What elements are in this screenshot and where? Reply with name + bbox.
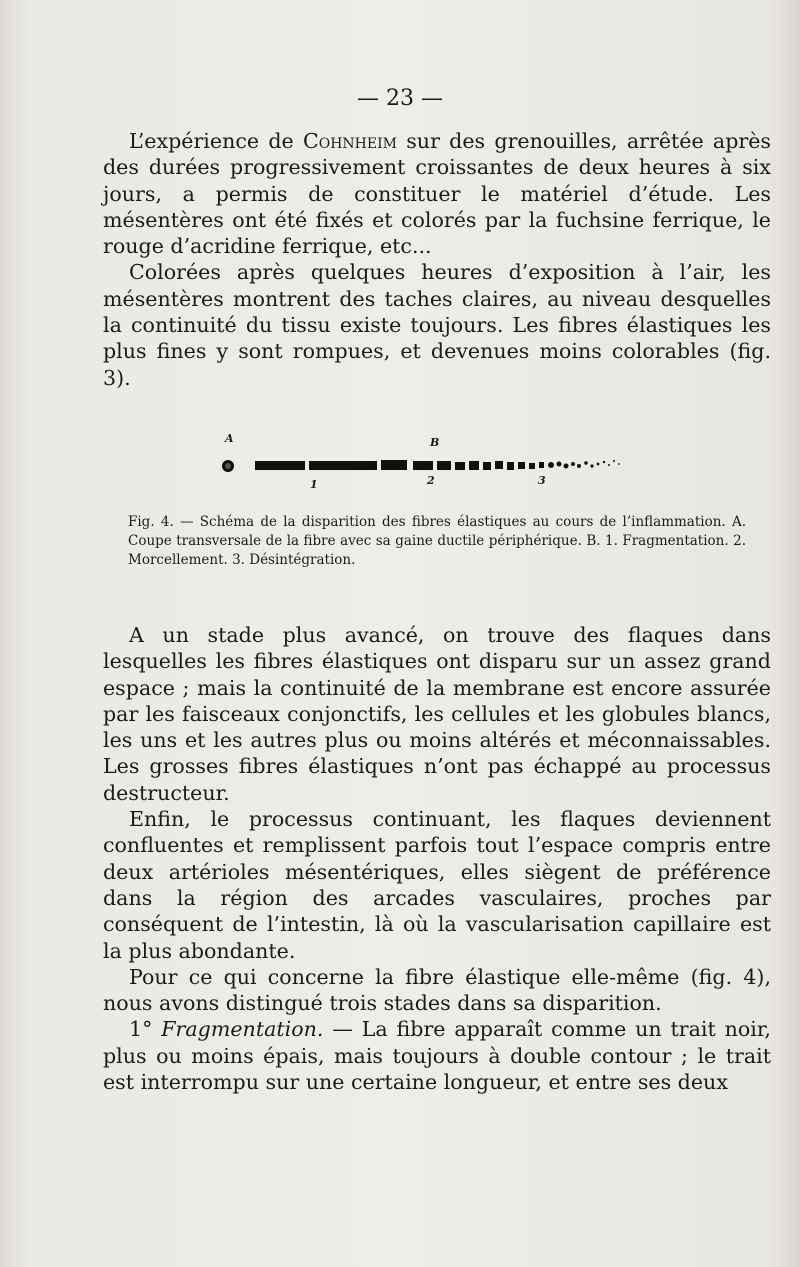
fiber-granule <box>590 464 593 467</box>
fiber-segment <box>437 461 451 470</box>
fiber-granule <box>557 462 562 467</box>
fiber-granule <box>603 461 605 463</box>
author-name: Cohnheim <box>302 129 397 153</box>
figure-caption <box>128 513 746 570</box>
fiber-fragment <box>539 462 544 468</box>
fiber-segment <box>255 461 305 470</box>
fiber-segment <box>309 461 377 470</box>
fiber-fragment <box>455 462 465 470</box>
paragraph-3: A un stade plus avancé, on trouve des flaques dans lesquelles les fibres élastiques ont disparu sur un assez grand espace ; mais la continuité de la membrane est encore assurée par les faisceaux conjonctifs, les cellules et les globules blancs, les uns et les autres plus ou moins altérés et méconnaissables. Les grosses fibres élastiques n’ont pas échappé au processus destructeur. <box>103 623 771 805</box>
fiber-fragment <box>529 463 535 469</box>
fiber-segment <box>413 461 433 470</box>
fiber-granule <box>584 461 588 465</box>
fiber-granule <box>613 460 615 462</box>
figure-label-3: 3 <box>538 474 546 487</box>
fiber-diagram <box>215 450 635 490</box>
fiber-fragment <box>495 461 503 469</box>
fiber-granule <box>608 464 610 466</box>
fiber-granule <box>564 464 569 469</box>
figure-label-a: A <box>225 432 234 445</box>
stage-title: Fragmentation. <box>161 1017 324 1042</box>
figure-label-b: B <box>430 436 440 449</box>
fiber-fragment <box>483 462 491 470</box>
paragraph-2: Colorées après quelques heures d’exposition à l’air, les mésentères montrent des taches claires, au niveau desquelles la continuité du tissu existe toujours. Les fibres élastiques les plus fines y sont rompues, et devenues moins colorables (fig. 3). <box>103 260 771 390</box>
text-block-bottom <box>103 622 771 1095</box>
page-number: — 23 — <box>357 86 443 111</box>
paragraph-6 <box>103 1016 771 1095</box>
paragraph-1 <box>103 128 771 259</box>
paragraph-4: Enfin, le processus continuant, les flaques deviennent confluentes et remplissent parfois tout l’espace compris entre deux artérioles mésentériques, elles siègent de préférence dans la région des arcades vasculaires, proches par conséquent de l’intestin, là où la vascularisation capillaire est la plus abondante. <box>103 807 771 963</box>
figure-4 <box>215 432 635 492</box>
stage-description: — La fibre apparaît comme un trait noir, plus ou moins épais, mais toujours à double contour ; le trait est interrompu sur une certaine longueur, et entre ses deux <box>103 1017 771 1095</box>
text-block-top <box>103 128 771 391</box>
paragraph-1-rest: sur des grenouilles, arrêtée après des durées progressivement croissantes de deux heures à six jours, a permis de constituer le matériel d’étude. Les mésentères ont été fixés et colorés par la fuchsine ferrique, le rouge d’acridine ferrique, etc... <box>103 129 771 259</box>
stage-number: 1° <box>129 1017 162 1042</box>
paragraph-1-start: L’expérience de <box>129 129 303 153</box>
figure-label-2: 2 <box>427 474 435 487</box>
fiber-granule <box>577 464 581 468</box>
paragraph-5: Pour ce qui concerne la fibre élastique elle-même (fig. 4), nous avons distingué trois stades dans sa disparition. <box>103 964 771 1016</box>
fiber-fragment <box>518 462 525 469</box>
figure-caption-text: Fig. 4. — Schéma de la disparition des fibres élastiques au cours de l’inflammation. A. Coupe transversale de la fibre avec sa gaine ductile périphérique. B. 1. Fragmentation. 2. Morcellement. 3. Désintégration. <box>128 514 746 568</box>
fiber-granule <box>548 462 554 468</box>
fiber-fragment <box>469 461 479 470</box>
fiber-fragment <box>507 462 514 470</box>
fiber-granule <box>618 463 620 465</box>
fiber-segment <box>381 460 407 470</box>
fiber-granule <box>571 462 575 466</box>
fiber-granule <box>597 463 600 466</box>
figure-label-1: 1 <box>310 478 318 491</box>
